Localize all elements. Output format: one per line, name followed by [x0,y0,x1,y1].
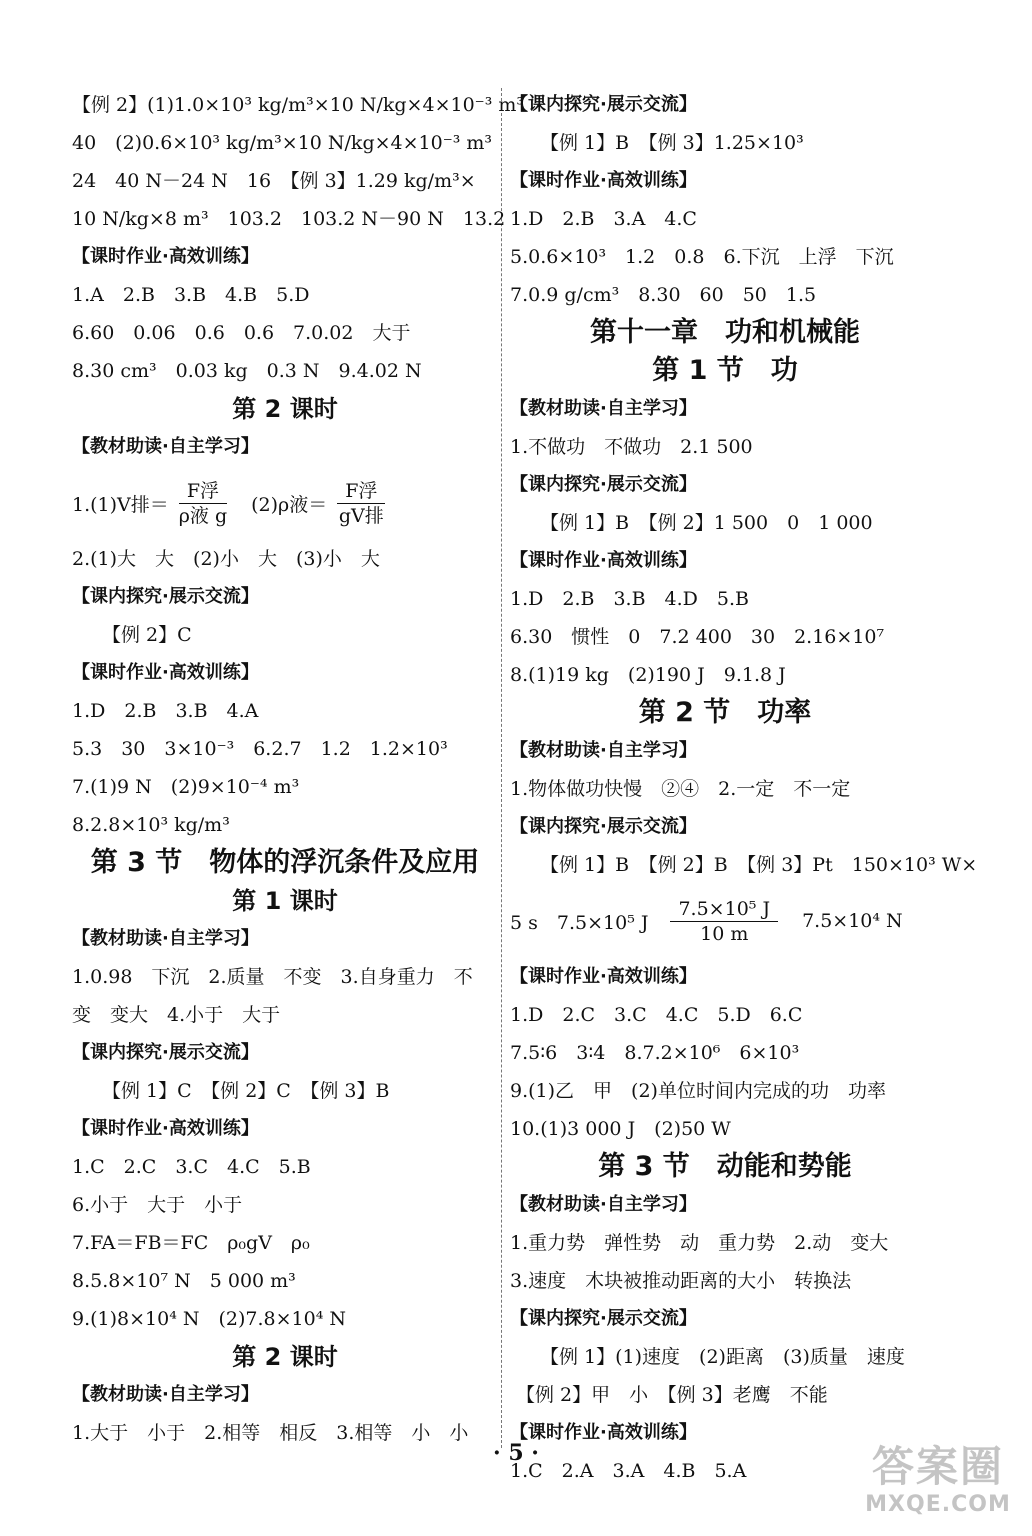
fraction-numerator: 7.5×10⁵ J [670,897,778,922]
section-label: 【教材助读·自主学习】 [72,1384,259,1405]
chapter-heading: 第十一章 功和机械能 [590,317,860,348]
watermark-logo [858,1444,1018,1528]
answer-line: 1.大于 小于 2.相等 相反 3.相等 小 小 [72,1422,469,1444]
section-label: 【教材助读·自主学习】 [510,740,697,761]
fraction-numerator: F浮 [179,479,227,504]
answer-line: 3.速度 木块被推动距离的大小 转换法 [510,1270,852,1292]
answer-line: 1.D 2.B 3.B 4.D 5.B [510,588,749,610]
answer-line: 24 40 N－24 N 16 【例 3】1.29 kg/m³× [72,170,476,192]
right-column [510,86,978,1490]
answer-line: 8.5.8×10⁷ N 5 000 m³ [72,1270,296,1292]
column-divider [501,88,502,1448]
answer-line: 【例 1】B 【例 2】1 500 0 1 000 [540,512,873,534]
section-label: 【课内探究·展示交流】 [510,1308,697,1329]
answer-line: 2.(1)大 大 (2)小 大 (3)小 大 [72,548,380,570]
answer-line: 9.(1)8×10⁴ N (2)7.8×10⁴ N [72,1308,347,1330]
section-label: 【课时作业·高效训练】 [510,550,697,571]
section-label: 【课内探究·展示交流】 [510,816,697,837]
fraction [670,897,778,946]
answer-line: 1.C 2.C 3.C 4.C 5.B [72,1156,311,1178]
answer-line: 7.(1)9 N (2)9×10⁻⁴ m³ [72,776,300,798]
section-label: 【课内探究·展示交流】 [510,94,697,115]
answer-line: 1.D 2.B 3.B 4.A [72,700,259,722]
watermark-text: 答案圈 [871,1442,1004,1491]
answer-line: 1.0.98 下沉 2.质量 不变 3.自身重力 不 [72,966,473,988]
answer-line: 【例 1】B 【例 3】1.25×10³ [540,132,804,154]
answer-line: 40 (2)0.6×10³ kg/m³×10 N/kg×4×10⁻³ m³ [72,132,493,154]
answer-line: 【例 2】C [102,624,192,646]
section-label: 【教材助读·自主学习】 [510,1194,697,1215]
lesson-heading: 第 2 课时 [232,1343,338,1371]
answer-line: 1.D 2.C 3.C 4.C 5.D 6.C [510,1004,803,1026]
formula-suffix: 7.5×10⁴ N [802,910,903,932]
fraction-numerator: F浮 [337,479,385,504]
answer-line: 1.不做功 不做功 2.1 500 [510,436,753,458]
section-heading: 第 2 节 功率 [638,697,812,728]
answer-line: 1.D 2.B 3.A 4.C [510,208,697,230]
answer-line: 7.FA＝FB＝FC ρ₀gV ρ₀ [72,1232,310,1254]
section-label: 【教材助读·自主学习】 [72,928,259,949]
answer-line: 7.0.9 g/cm³ 8.30 60 50 1.5 [510,284,817,306]
lesson-heading: 第 1 课时 [232,887,338,915]
section-heading: 第 1 节 功 [652,355,798,386]
left-column [72,86,524,1452]
answer-line: 【例 1】B 【例 2】B 【例 3】Pt 150×10³ W× [540,854,978,876]
fraction-denominator: 10 m [700,922,749,945]
answer-line: 5.3 30 3×10⁻³ 6.2.7 1.2 1.2×10³ [72,738,448,760]
answer-line: 1.物体做功快慢 ②④ 2.一定 不一定 [510,778,851,800]
section-label: 【课内探究·展示交流】 [510,474,697,495]
answer-line: 9.(1)乙 甲 (2)单位时间内完成的功 功率 [510,1080,886,1102]
fraction-denominator: gV排 [338,504,384,527]
section-label: 【课内探究·展示交流】 [72,586,259,607]
formula-line [510,884,940,958]
section-heading: 第 3 节 动能和势能 [598,1151,852,1182]
answer-line: 【例 2】(1)1.0×10³ kg/m³×10 N/kg×4×10⁻³ m³ [72,94,524,116]
watermark-url: MXQE.COM [865,1492,1011,1517]
answer-line: 8.2.8×10³ kg/m³ [72,814,230,836]
answer-line: 8.(1)19 kg (2)190 J 9.1.8 J [510,664,786,686]
answer-line: 6.30 惯性 0 7.2 400 30 2.16×10⁷ [510,626,885,648]
formula-prefix: (2)ρ液＝ [251,493,328,516]
formula-prefix: 1.(1)V排＝ [72,493,169,516]
lesson-heading: 第 2 课时 [232,395,338,423]
section-label: 【课时作业·高效训练】 [72,246,259,267]
answer-line: 10.(1)3 000 J (2)50 W [510,1118,731,1140]
answer-line: 6.小于 大于 小于 [72,1194,243,1216]
section-label: 【课时作业·高效训练】 [510,966,697,987]
fraction [337,479,385,528]
answer-line: 1.C 2.A 3.A 4.B 5.A [510,1460,747,1482]
answer-line: 1.A 2.B 3.B 4.B 5.D [72,284,310,306]
fraction [179,479,227,528]
section-label: 【课时作业·高效训练】 [72,662,259,683]
answer-line: 【例 1】C 【例 2】C 【例 3】B [102,1080,390,1102]
answer-line: 10 N/kg×8 m³ 103.2 103.2 N－90 N 13.2 [72,208,506,230]
section-label: 【课时作业·高效训练】 [72,1118,259,1139]
section-label: 【课时作业·高效训练】 [510,170,697,191]
section-heading: 第 3 节 物体的浮沉条件及应用 [90,847,480,878]
page-number: · 5 · [493,1440,539,1466]
answer-line: 6.60 0.06 0.6 0.6 7.0.02 大于 [72,322,411,344]
section-label: 【课内探究·展示交流】 [72,1042,259,1063]
section-label: 【教材助读·自主学习】 [510,398,697,419]
answer-line: 【例 2】甲 小 【例 3】老鹰 不能 [516,1384,828,1406]
answer-line: 8.30 cm³ 0.03 kg 0.3 N 9.4.02 N [72,360,422,382]
formula-prefix: 5 s 7.5×10⁵ J [510,911,649,934]
answer-line: 7.5∶6 3∶4 8.7.2×10⁶ 6×10³ [510,1042,800,1064]
formula-line [72,466,498,540]
answer-line: 【例 1】(1)速度 (2)距离 (3)质量 速度 [540,1346,905,1368]
fraction-denominator: ρ液 g [178,504,228,527]
section-label: 【课时作业·高效训练】 [510,1422,697,1443]
answer-line: 5.0.6×10³ 1.2 0.8 6.下沉 上浮 下沉 [510,246,894,268]
section-label: 【教材助读·自主学习】 [72,436,259,457]
answer-line: 1.重力势 弹性势 动 重力势 2.动 变大 [510,1232,889,1254]
answer-line: 变 变大 4.小于 大于 [72,1004,281,1026]
